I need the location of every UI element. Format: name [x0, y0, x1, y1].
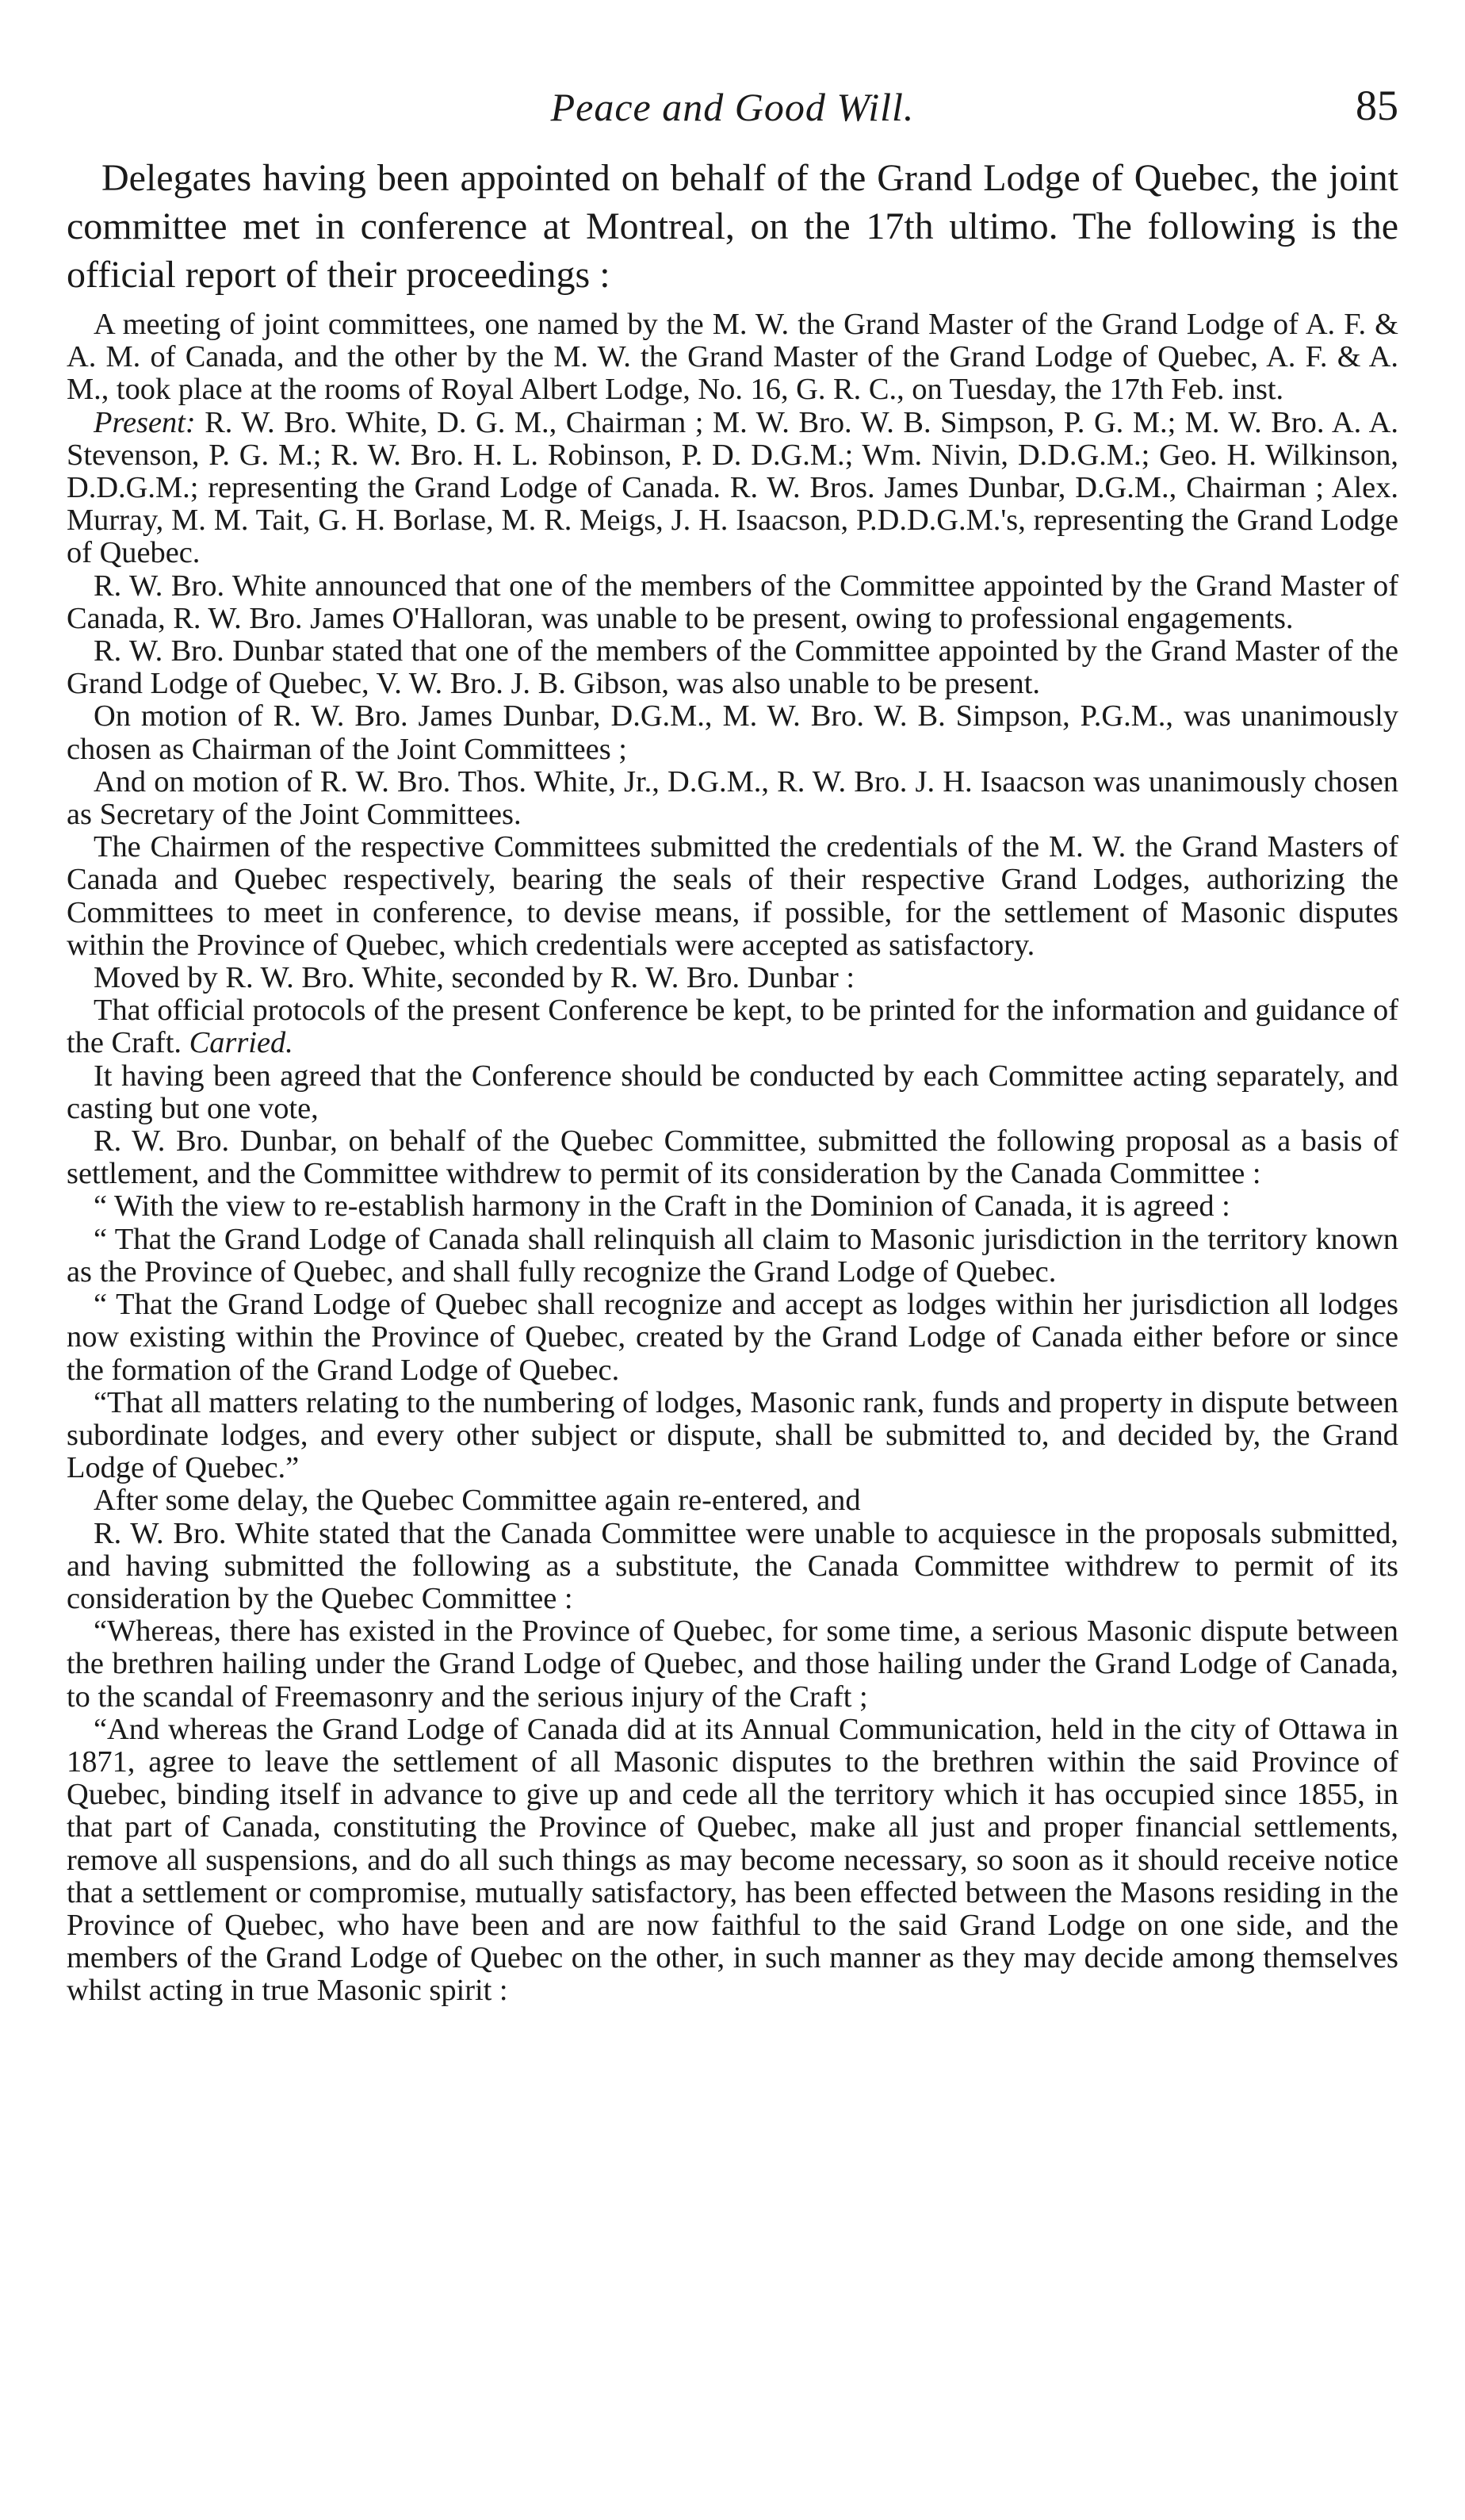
report-paragraph-protocols [67, 994, 1398, 1059]
present-text: R. W. Bro. White, D. G. M., Chairman ; M. W. Bro. W. B. Simpson, P. G. M.; M. W. Bro. A. A. Stevenson, P. G. M.; R. W. Bro. H. L. Robinson, P. D. D.G.M.; Wm. Nivin, D.D.G.M.; Geo. H. Wilkinson, D.D.G.M.; representing the Grand Lodge of Canada. R. W. Bros. James Dunbar, D.G.M., Chairman ; Alex. Murray, M. M. Tait, G. H. Borlase, M. R. Meigs, J. H. Isaacson, P.D.D.G.M.'s, representing the Grand Lodge of Quebec. [67, 405, 1398, 570]
page-number: 85 [1356, 82, 1398, 129]
report-paragraph-matters: “That all matters relating to the numbering of lodges, Masonic rank, funds and property in dispute between subordinate lodges, and every other subject or dispute, shall be submitted to, and decided by, the Grand Lodge of Quebec.” [67, 1385, 1398, 1485]
report-paragraph-present [67, 407, 1398, 570]
report-paragraph-recognize-lodges: “ That the Grand Lodge of Quebec shall recognize and accept as lodges within her jurisdiction all lodges now existing within the Province of Quebec, created by the Grand Lodge of Canada either before or since the formation of the Grand Lodge of Quebec. [67, 1288, 1398, 1387]
report-paragraph-white-announcement: R. W. Bro. White announced that one of the members of the Committee appointed by the Grand Master of Canada, R. W. Bro. James O'Halloran, was unable to be present, owing to professional engagements. [67, 569, 1398, 635]
report-paragraph-whereas: “Whereas, there has existed in the Province of Quebec, for some time, a serious Masonic dispute between the brethren hailing under the Grand Lodge of Quebec, and those hailing under the Grand Lodge of Canada, to the scandal of Freemasonry and the serious injury of the Craft ; [67, 1614, 1398, 1714]
report-paragraph-dunbar-statement: R. W. Bro. Dunbar stated that one of the members of the Committee appointed by the Grand Master of the Grand Lodge of Quebec, V. W. Bro. J. B. Gibson, was also unable to be present. [67, 634, 1398, 701]
report-paragraph-conference-conduct: It having been agreed that the Conference should be conducted by each Committee acting separately, and casting but one vote, [67, 1059, 1398, 1125]
present-label: Present: [94, 405, 196, 439]
running-header [67, 76, 1398, 144]
protocols-text: That official protocols of the present Conference be kept, to be printed for the information and guidance of the Craft. [67, 994, 1398, 1060]
report-paragraph-harmony: “ With the view to re-establish harmony in the Craft in the Dominion of Canada, it is agreed : [94, 1189, 1230, 1224]
carried-label: Carried. [189, 1026, 293, 1060]
book-page [67, 76, 1398, 2008]
intro-paragraph: Delegates having been appointed on behalf of the Grand Lodge of Quebec, the joint committee met in conference at Montreal, on the 17th ultimo. The following is the official report of their proceedings : [67, 157, 1398, 296]
report-paragraph-relinquish: “ That the Grand Lodge of Canada shall relinquish all claim to Masonic jurisdiction in the territory known as the Province of Quebec, and shall fully recognize the Grand Lodge of Quebec. [67, 1222, 1398, 1289]
running-title: Peace and Good Will. [550, 85, 915, 129]
report-paragraph-credentials: The Chairmen of the respective Committees submitted the credentials of the M. W. the Grand Masters of Canada and Quebec respectively, bearing the seals of their respective Grand Lodges, authorizing the Committees to meet in conference, to devise means, if possible, for the settlement of Masonic disputes within the Province of Quebec, which credentials were accepted as satisfactory. [67, 830, 1398, 962]
report-paragraph-meeting: A meeting of joint committees, one named by the M. W. the Grand Master of the Grand Lodge of A. F. & A. M. of Canada, and the other by the M. W. the Grand Master of the Grand Lodge of Quebec, A. F. & A. M., took place at the rooms of Royal Albert Lodge, No. 16, G. R. C., on Tuesday, the 17th Feb. inst. [67, 308, 1398, 407]
conference-report [67, 308, 1398, 2008]
report-paragraph-reentered: After some delay, the Quebec Committee again re-entered, and [94, 1484, 861, 1518]
report-paragraph-canada-substitute: R. W. Bro. White stated that the Canada Committee were unable to acquiesce in the proposals submitted, and having submitted the following as a substitute, the Canada Committee withdrew to permit of its consideration by the Quebec Committee : [67, 1516, 1398, 1615]
report-paragraph-quebec-proposal: R. W. Bro. Dunbar, on behalf of the Quebec Committee, submitted the following proposal as a basis of settlement, and the Committee withdrew to permit of its consideration by the Canada Committee : [67, 1124, 1398, 1191]
report-paragraph-chairman-motion: On motion of R. W. Bro. James Dunbar, D.G.M., M. W. Bro. W. B. Simpson, P.G.M., was unanimously chosen as Chairman of the Joint Committees ; [67, 699, 1398, 766]
report-paragraph-and-whereas: “And whereas the Grand Lodge of Canada did at its Annual Communication, held in the city of Ottawa in 1871, agree to leave the settlement of all Masonic disputes to the brethren within the said Province of Quebec, binding itself in advance to give up and cede all the territory which it has occupied since 1855, in that part of Canada, constituting the Province of Quebec, make all just and proper financial settlements, remove all suspensions, and do all such things as may become necessary, so soon as it should receive notice that a settlement or compromise, mutually satisfactory, has been effected between the Masons residing in the Province of Quebec, who have been and are now faithful to the said Grand Lodge on one side, and the members of the Grand Lodge of Quebec on the other, in such manner as they may decide among themselves whilst acting in true Masonic spirit : [67, 1712, 1398, 2008]
report-paragraph-moved: Moved by R. W. Bro. White, seconded by R. W. Bro. Dunbar : [94, 961, 855, 995]
report-paragraph-secretary-motion: And on motion of R. W. Bro. Thos. White, Jr., D.G.M., R. W. Bro. J. H. Isaacson was unanimously chosen as Secretary of the Joint Committees. [67, 764, 1398, 832]
